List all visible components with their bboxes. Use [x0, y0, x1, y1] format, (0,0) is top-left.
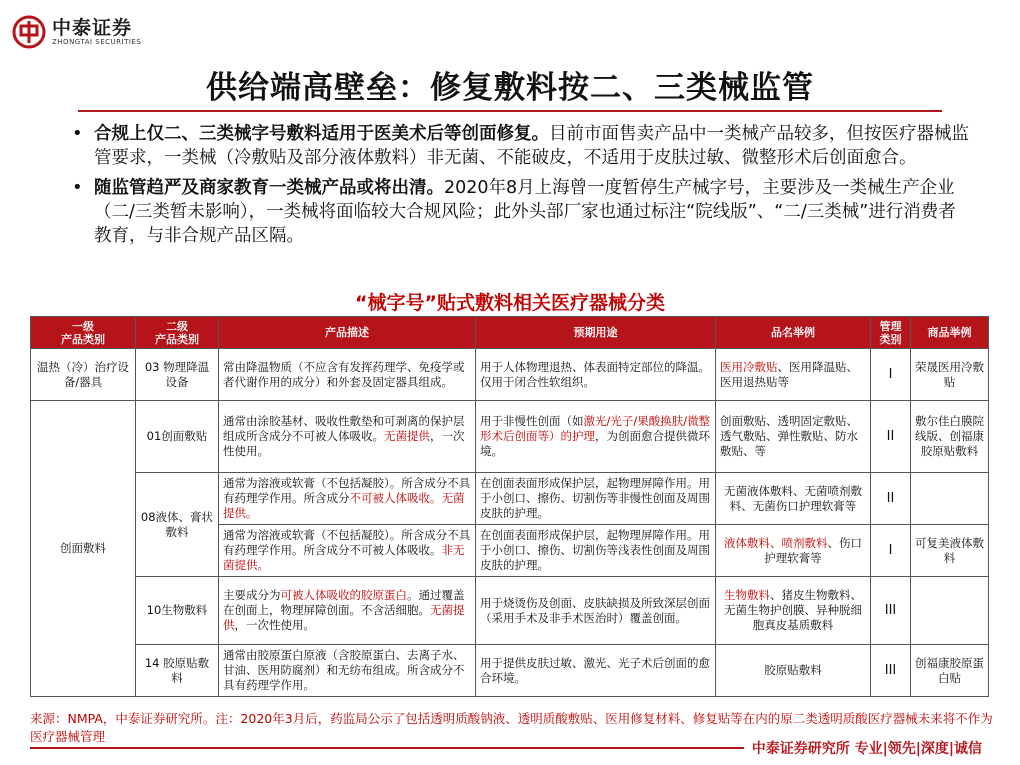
cell-class: III	[871, 645, 911, 697]
cell-class: III	[871, 577, 911, 645]
header-desc: 产品描述	[219, 317, 476, 349]
cell-products	[911, 577, 989, 645]
header-class: 管理 类别	[871, 317, 911, 349]
cell-examples: 医用冷敷贴、医用降温贴、医用退热贴等	[716, 349, 871, 401]
table-row	[31, 577, 989, 645]
brand-logo	[12, 12, 172, 52]
header-level2: 二级 产品类别	[136, 317, 219, 349]
cell-products: 创福康胶原蛋白贴	[911, 645, 989, 697]
cell-class: II	[871, 401, 911, 473]
table-row	[31, 401, 989, 473]
cell-desc: 通常为溶液或软膏（不包括凝胶）。所含成分不具有药理学作用。所含成分不可被人体吸收。非无菌提供。	[219, 525, 476, 577]
brand-name-en: ZHONGTAI SECURITIES	[52, 38, 142, 46]
brand-name-cn: 中泰证券	[52, 17, 133, 39]
title-divider	[78, 110, 942, 112]
source-note: 来源：NMPA，中泰证券研究所。注：2020年3月后，药监局公示了包括透明质酸钠液、透明质酸敷贴、医用修复材料、修复贴等在内的原二类透明质酸医疗器械未来将不作为医疗器械管理	[30, 711, 993, 744]
table-row	[31, 645, 989, 697]
cell-use: 用于提供皮肤过敏、激光、光子术后创面的愈合环境。	[476, 645, 716, 697]
header-products: 商品举例	[911, 317, 989, 349]
cell-products: 可复美液体敷料	[911, 525, 989, 577]
table-title: “械字号”贴式敷料相关医疗器械分类	[355, 292, 665, 314]
cell-products: 敷尔佳白膜院线版、创福康胶原贴敷料	[911, 401, 989, 473]
cell-level1: 温热（冷）治疗设备/器具	[31, 349, 136, 401]
zhongtai-logo-icon	[12, 15, 46, 49]
table-row	[31, 473, 989, 525]
cell-products: 荣晟医用冷敷贴	[911, 349, 989, 401]
cell-use: 用于烧烫伤及创面、皮肤缺损及所致深层创面（采用手术及非手术医治时）覆盖创面。	[476, 577, 716, 645]
cell-desc: 通常由胶原蛋白原液（含胶原蛋白、去离子水、甘油、医用防腐剂）和无纺布组成。所含成分不具有药理学作用。	[219, 645, 476, 697]
bullet-heading: 随监管趋严及商家教育一类械产品或将出清。	[94, 178, 444, 198]
footer-slogan: 中泰证券研究所 专业|领先|深度|诚信	[744, 738, 990, 758]
bullet-text: 目前市面售卖产品中一类械产品较多，但按医疗器械监管要求，一类械（冷敷贴及部分液体敷料）非无菌、不能破皮，不适用于皮肤过敏、微整形术后创面愈合。	[94, 124, 969, 168]
cell-class: I	[871, 525, 911, 577]
bullet-heading: 合规上仅二、三类械字号敷料适用于医美术后等创面修复。	[94, 124, 549, 144]
cell-level2: 03 物理降温设备	[136, 349, 219, 401]
cell-class: II	[871, 473, 911, 525]
bullet-item	[72, 122, 972, 170]
cell-use: 用于非慢性创面（如激光/光子/果酸换肤/微整形术后创面等）的护理，为创面愈合提供微环境。	[476, 401, 716, 473]
cell-examples: 液体敷料、喷剂敷料、伤口护理软膏等	[716, 525, 871, 577]
cell-examples: 无菌液体敷料、无菌喷剂敷料、无菌伤口护理软膏等	[716, 473, 871, 525]
device-classification-table	[30, 316, 989, 697]
header-examples: 品名举例	[716, 317, 871, 349]
header-level1: 一级 产品类别	[31, 317, 136, 349]
bullet-list	[72, 122, 972, 254]
page-title: 供给端高壁垒：修复敷料按二、三类械监管	[206, 70, 814, 106]
bullet-text: 2020年8月上海曾一度暂停生产械字号，主要涉及一类械生产企业（二/三类暂未影响），一类械将面临较大合规风险；此外头部厂家也通过标注“院线版”、“二/三类械”进行消费者教育，与非合规产品区隔。	[94, 178, 956, 246]
cell-level2: 10生物敷料	[136, 577, 219, 645]
cell-desc: 常由降温物质（不应含有发挥药理学、免疫学或者代谢作用的成分）和外套及固定器具组成。	[219, 349, 476, 401]
cell-desc: 通常为溶液或软膏（不包括凝胶）。所含成分不具有药理学作用。所含成分不可被人体吸收。无菌提供。	[219, 473, 476, 525]
bullet-item	[72, 176, 972, 248]
header-use: 预期用途	[476, 317, 716, 349]
table-row	[31, 349, 989, 401]
cell-products	[911, 473, 989, 525]
cell-group-label: 创面敷料	[31, 401, 136, 697]
cell-examples: 生物敷料、猪皮生物敷料、无菌生物护创膜、异种脱细胞真皮基质敷料	[716, 577, 871, 645]
cell-class: I	[871, 349, 911, 401]
cell-use: 在创面表面形成保护层，起物理屏障作用。用于小创口、擦伤、切割伤等浅表性创面及周围皮肤的护理。	[476, 525, 716, 577]
cell-level2: 01创面敷贴	[136, 401, 219, 473]
table-header-row	[31, 317, 989, 349]
cell-desc: 通常由涂胶基材、吸收性敷垫和可剥离的保护层组成所含成分不可被人体吸收。无菌提供，一次性使用。	[219, 401, 476, 473]
cell-use: 在创面表面形成保护层，起物理屏障作用。用于小创口、擦伤、切割伤等非慢性创面及周围皮肤的护理。	[476, 473, 716, 525]
cell-level2: 08液体、膏状敷料	[136, 473, 219, 577]
cell-examples: 胶原贴敷料	[716, 645, 871, 697]
cell-use: 用于人体物理退热、体表面特定部位的降温。仅用于闭合性软组织。	[476, 349, 716, 401]
cell-examples: 创面敷贴、透明固定敷贴、透气敷贴、弹性敷贴、防水敷贴、等	[716, 401, 871, 473]
cell-level2: 14 胶原贴敷料	[136, 645, 219, 697]
cell-desc: 主要成分为可被人体吸收的胶原蛋白。通过覆盖在创面上，物理屏障创面。不含活细胞。无菌提供，一次性使用。	[219, 577, 476, 645]
